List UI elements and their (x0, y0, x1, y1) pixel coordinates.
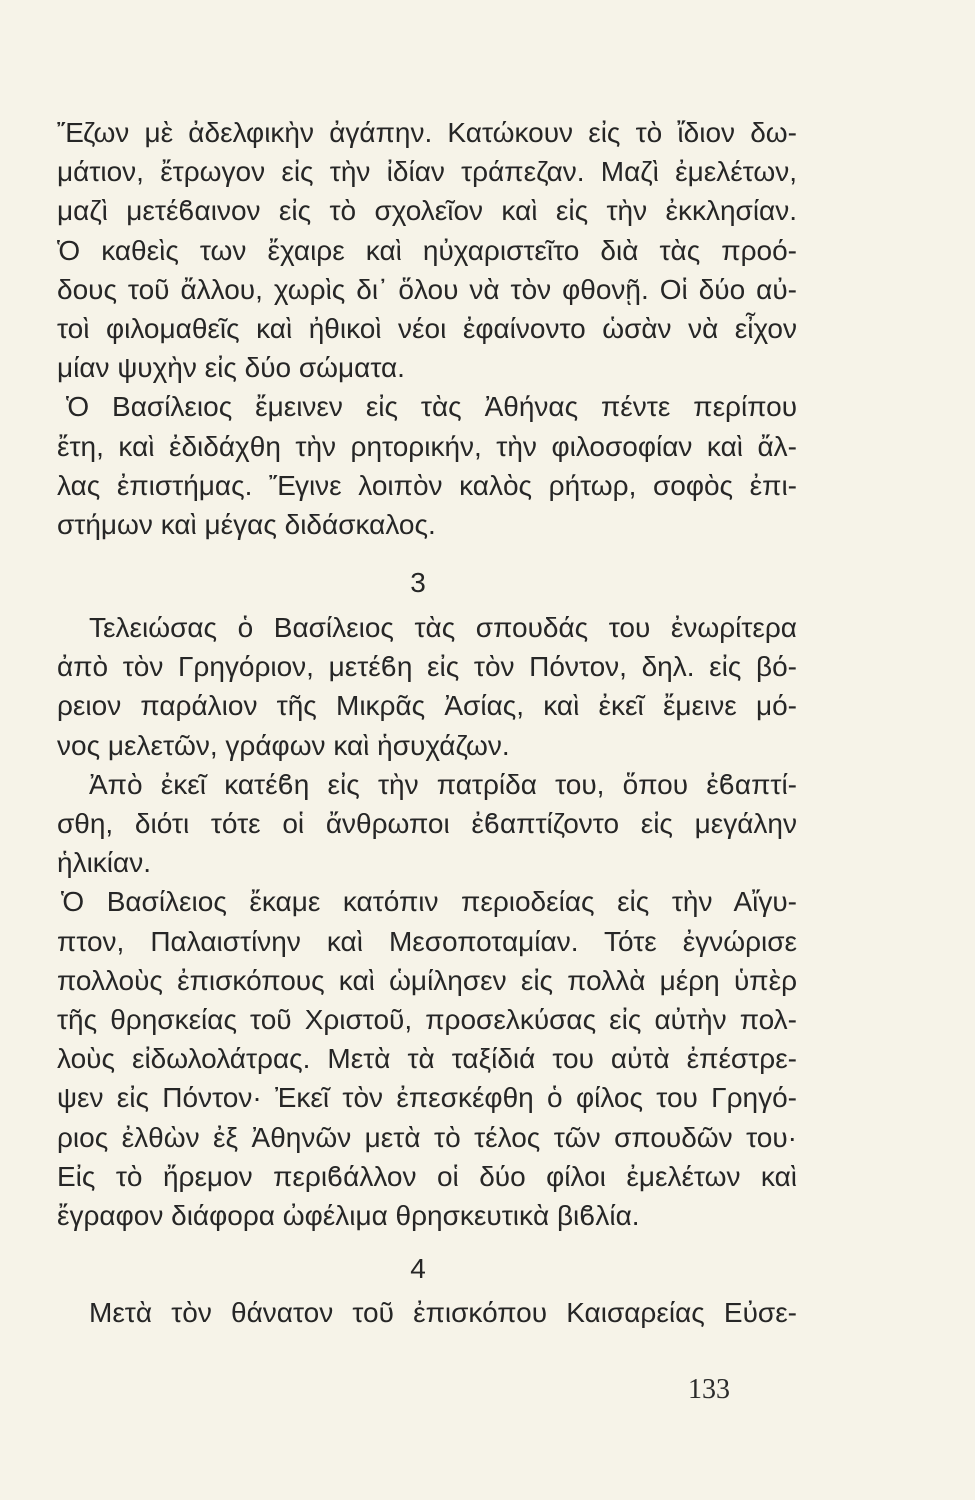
text-line: μίαν ψυχὴν εἰς δύο σώματα. (57, 352, 405, 384)
text-line: δους τοῦ ἄλλου, χωρὶς δι᾿ ὅλου νὰ τὸν φθονῇ. Οἱ δύο αὐ- (57, 273, 797, 305)
text-line: ρειον παράλιον τῆς Μικρᾶς Ἀσίας, καὶ ἐκεῖ ἔμεινε μό- (57, 690, 797, 722)
text-line: στήμων καὶ μέγας διδάσκαλος. (57, 508, 436, 540)
text-line: πολλοὺς ἐπισκόπους καὶ ὡμίλησεν εἰς πολλὰ μέρη ὑπὲρ (57, 964, 797, 996)
text-line: ριος ἐλθὼν ἐξ Ἀθηνῶν μετὰ τὸ τέλος τῶν σπουδῶν του· (57, 1121, 797, 1153)
text-line: Τελειώσας ὁ Βασίλειος τὰς σπουδάς του ἐνωρίτερα (89, 612, 797, 644)
text-line: λας ἐπιστήμας. Ἔγινε λοιπὸν καλὸς ρήτωρ, σοφὸς ἐπι- (57, 469, 797, 501)
text-line: Εἰς τὸ ἤρεμον περιϐάλλον οἱ δύο φίλοι ἐμελέτων καὶ (57, 1160, 797, 1192)
text-line: Μετὰ τὸν θάνατον τοῦ ἐπισκόπου Καισαρείας Εὐσε- (89, 1297, 797, 1329)
text-line: Ἔζων μὲ ἀδελφικὴν ἀγάπην. Κατώκουν εἰς τὸ ἴδιον δω- (57, 117, 797, 148)
text-line: μάτιον, ἔτρωγον εἰς τὴν ἰδίαν τράπεζαν. Μαζὶ ἐμελέτων, (57, 156, 797, 188)
text-line: ἀπὸ τὸν Γρηγόριον, μετέϐη εἰς τὸν Πόντον, δηλ. εἰς βό- (57, 651, 797, 683)
text-column (57, 113, 797, 1332)
section-number: 3 (410, 567, 426, 599)
text-line: πτον, Παλαιστίνην καὶ Μεσοποταμίαν. Τότε ἐγνώρισε (57, 925, 797, 957)
text-line: ψεν εἰς Πόντον· Ἐκεῖ τὸν ἐπεσκέφθη ὁ φίλος του Γρηγό- (57, 1082, 797, 1114)
text-line: τοὶ φιλομαθεῖς καὶ ἠθικοὶ νέοι ἐφαίνοντο ὡσὰν νὰ εἶχον (57, 312, 797, 344)
text-line: λοὺς εἰδωλολάτρας. Μετὰ τὰ ταξίδιά του αὐτὰ ἐπέστρε- (57, 1043, 797, 1075)
text-line: σθη, διότι τότε οἱ ἄνθρωποι ἐϐαπτίζοντο εἰς μεγάλην (57, 808, 797, 839)
text-line: Ὁ Βασίλειος ἔμεινεν εἰς τὰς Ἀθήνας πέντε περίπου (66, 391, 797, 423)
text-line: ἔτη, καὶ ἐδιδάχθη τὴν ρητορικήν, τὴν φιλοσοφίαν καὶ ἄλ- (57, 430, 797, 462)
page-number: 133 (688, 1374, 730, 1405)
text-line: τῆς θρησκείας τοῦ Χριστοῦ, προσελκύσας εἰς αὐτὴν πολ- (57, 1003, 797, 1035)
text-line: Ἀπὸ ἐκεῖ κατέϐη εἰς τὴν πατρίδα του, ὅπου ἐϐαπτί- (89, 768, 797, 800)
text-line: μαζὶ μετέϐαινον εἰς τὸ σχολεῖον καὶ εἰς τὴν ἐκκλησίαν. (57, 195, 797, 227)
text-line: ἡλικίαν. (57, 847, 151, 879)
text-line: Ὁ καθεὶς των ἔχαιρε καὶ ηὐχαριστεῖτο διὰ τὰς προό- (57, 234, 797, 266)
text-line: Ὁ Βασίλειος ἔκαμε κατόπιν περιοδείας εἰς τὴν Αἴγυ- (61, 886, 797, 918)
section-number: 4 (410, 1253, 426, 1285)
text-line: ἔγραφον διάφορα ὠφέλιμα θρησκευτικὰ βιϐλία. (57, 1199, 640, 1231)
text-line: νος μελετῶν, γράφων καὶ ἡσυχάζων. (57, 729, 510, 761)
